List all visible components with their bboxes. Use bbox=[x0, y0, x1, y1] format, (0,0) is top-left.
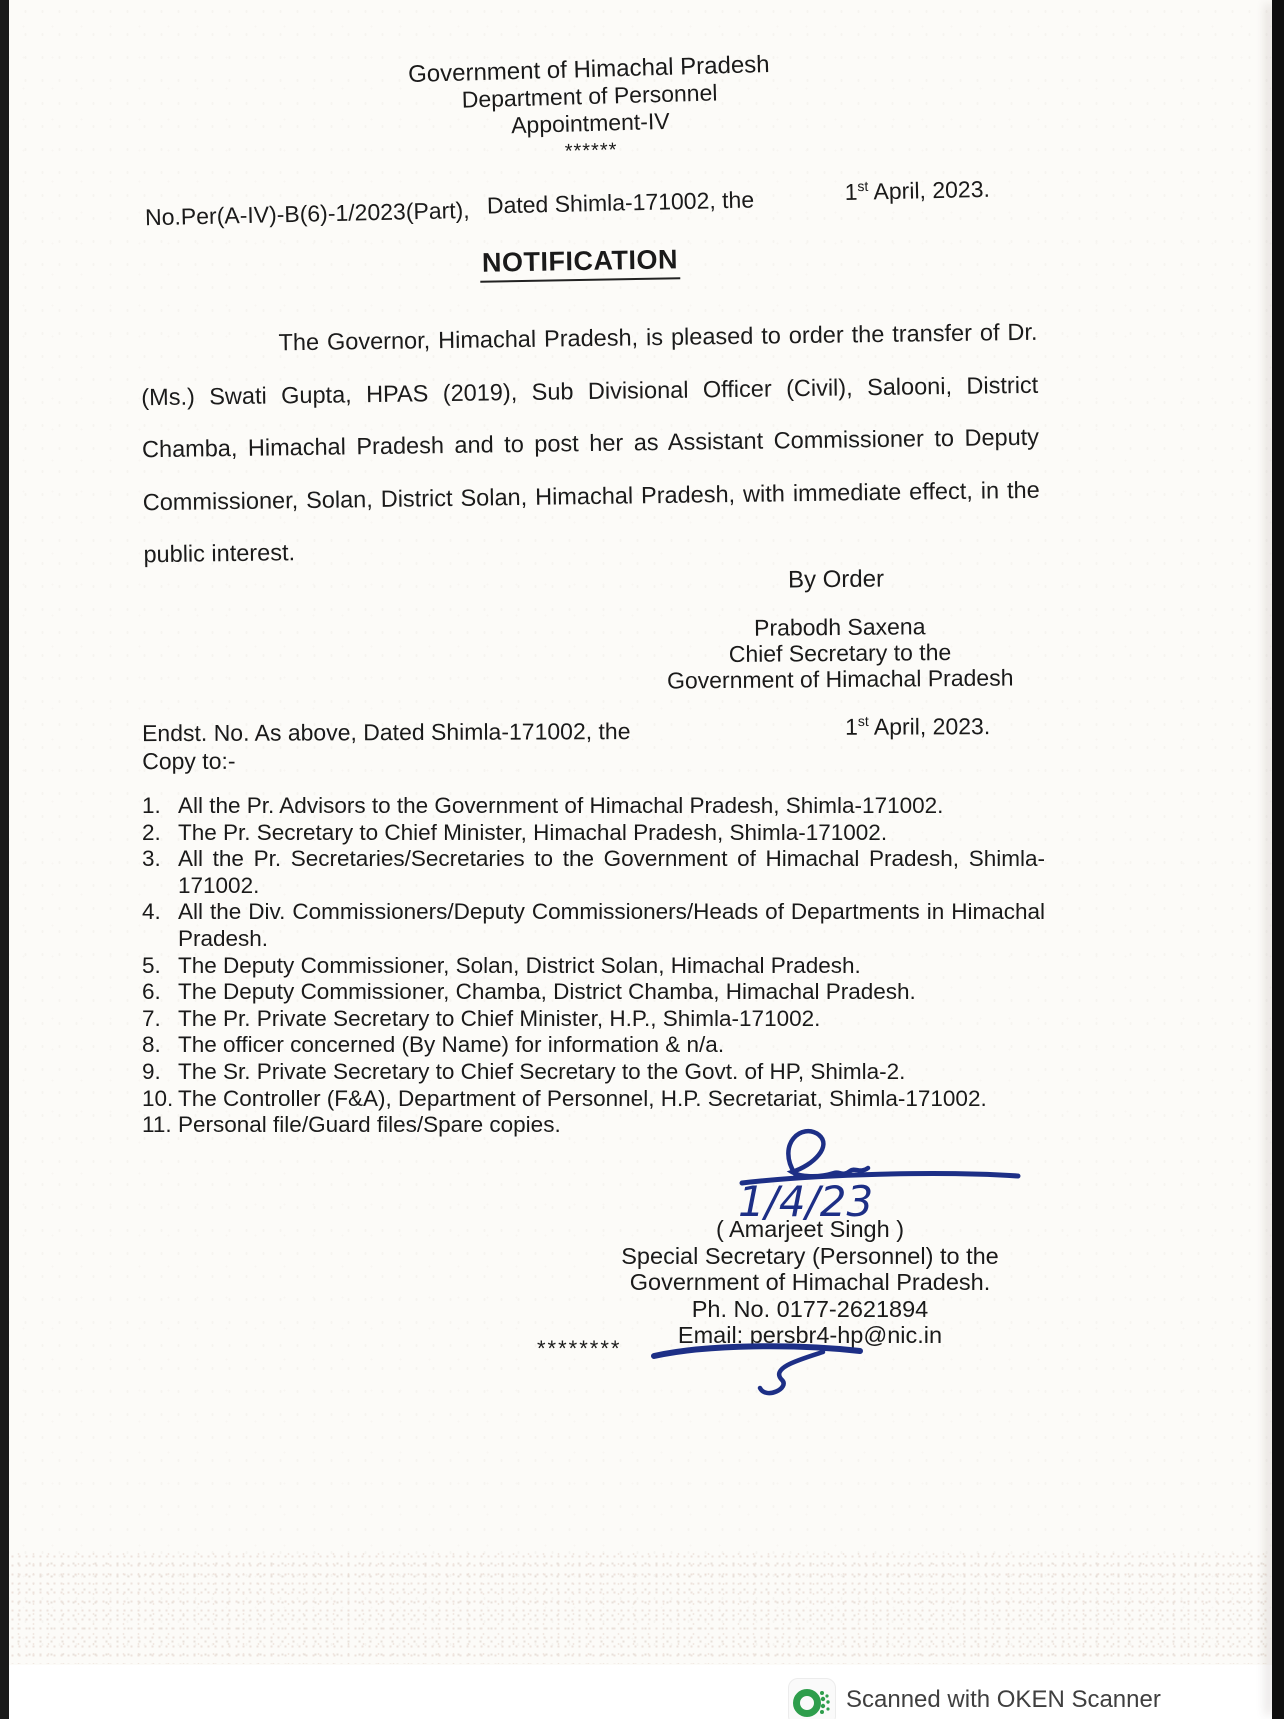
file-number: No.Per(A-IV)-B(6)-1/2023(Part), bbox=[144, 196, 470, 231]
dated-place: Dated Shimla-171002, the bbox=[486, 186, 755, 219]
signing-officer-name: ( Amarjeet Singh ) bbox=[715, 1216, 905, 1242]
list-item bbox=[142, 1086, 1045, 1113]
end-separator-stars: ******** bbox=[537, 1336, 622, 1361]
signatory-title-2: Government of Himachal Pradesh bbox=[666, 664, 1014, 694]
letterhead bbox=[329, 49, 852, 172]
notification-title: NOTIFICATION bbox=[480, 244, 681, 282]
issue-date-day: 1 bbox=[844, 178, 858, 206]
list-item bbox=[142, 820, 1045, 847]
signatory-name: Prabodh Saxena bbox=[753, 613, 926, 641]
signatory-title-1: Chief Secretary to the bbox=[728, 639, 952, 667]
list-item-number: 8. bbox=[142, 1032, 161, 1058]
endorsement-date-ordinal: st bbox=[857, 713, 869, 730]
list-item-text: The Deputy Commissioner, Chamba, District Chamba, Himachal Pradesh. bbox=[178, 979, 916, 1005]
letterhead-department: Department of Personnel bbox=[461, 79, 718, 113]
copy-to-label: Copy to:- bbox=[142, 747, 236, 775]
signing-officer-title-1: Special Secretary (Personnel) to the bbox=[621, 1242, 999, 1269]
endorsement-date bbox=[845, 712, 990, 740]
handwritten-date: 1/4/23 bbox=[738, 1177, 874, 1226]
list-item-text: The Controller (F&A), Department of Personnel, H.P. Secretariat, Shimla-171002. bbox=[178, 1085, 987, 1111]
list-item bbox=[142, 953, 1045, 980]
list-item-text: The Deputy Commissioner, Solan, District Solan, Himachal Pradesh. bbox=[178, 952, 861, 978]
list-item-text: All the Div. Commissioners/Deputy Commissioners/Heads of Departments in Himachal Pradesh. bbox=[178, 899, 1045, 951]
list-item-text: Personal file/Guard files/Spare copies. bbox=[178, 1112, 561, 1138]
pen-swoosh bbox=[648, 1338, 888, 1410]
list-item bbox=[142, 1059, 1045, 1086]
list-item-number: 4. bbox=[142, 899, 161, 925]
list-item bbox=[142, 793, 1045, 820]
list-item-text: The Pr. Private Secretary to Chief Minister, H.P., Shimla-171002. bbox=[178, 1005, 821, 1031]
list-item-text: The Pr. Secretary to Chief Minister, Himachal Pradesh, Shimla-171002. bbox=[178, 819, 888, 845]
scan-edge-right bbox=[1272, 0, 1284, 1719]
signing-officer-phone: Ph. No. 0177-2621894 bbox=[691, 1295, 929, 1322]
signing-officer-email: Email: persbr4-hp@nic.in bbox=[677, 1322, 943, 1349]
letterhead-section: Appointment-IV bbox=[510, 107, 670, 139]
letterhead-government: Government of Himachal Pradesh bbox=[407, 50, 770, 89]
by-order-label: By Order bbox=[787, 565, 885, 594]
list-item-number: 7. bbox=[142, 1005, 161, 1031]
endorsement-date-day: 1 bbox=[844, 713, 858, 740]
list-item-number: 9. bbox=[142, 1058, 161, 1084]
notification-title-wrap bbox=[430, 243, 731, 283]
scanner-footer-text: Scanned with OKEN Scanner bbox=[846, 1686, 1161, 1713]
notification-body: The Governor, Himachal Pradesh, is pleased to order the transfer of Dr. (Ms.) Swati Gupta, HPAS (2019), Sub Divisional Officer (Civil), Salooni, District Chamba, Himachal Pradesh and to post her as Assistant Commissioner to Deputy Commissioner, Solan, District Solan, Himachal Pradesh, with immediate effect, in the public interest. bbox=[141, 318, 1040, 568]
scan-edge-left bbox=[0, 0, 9, 1719]
list-item-text: All the Pr. Secretaries/Secretaries to the Government of Himachal Pradesh, Shimla-171002. bbox=[178, 846, 1045, 898]
oken-scanner-icon bbox=[788, 1678, 836, 1719]
endorsement-date-rest: April, 2023. bbox=[868, 713, 991, 740]
list-item bbox=[142, 1032, 1045, 1059]
copy-distribution-list bbox=[142, 793, 1045, 1139]
signing-officer-block bbox=[555, 1216, 1065, 1349]
issue-date-rest: April, 2023. bbox=[868, 175, 991, 205]
list-item-number: 5. bbox=[142, 952, 161, 978]
letterhead-separator-stars: ****** bbox=[564, 139, 618, 163]
list-item-number: 11. bbox=[142, 1112, 172, 1138]
list-item-number: 6. bbox=[142, 979, 161, 1005]
issue-date-ordinal: st bbox=[857, 177, 869, 195]
list-item-text: The officer concerned (By Name) for information & n/a. bbox=[178, 1032, 725, 1058]
list-item-number: 10. bbox=[142, 1085, 174, 1111]
list-item-text: All the Pr. Advisors to the Government of Himachal Pradesh, Shimla-171002. bbox=[178, 793, 944, 818]
signatory-block bbox=[630, 612, 1051, 694]
list-item-number: 3. bbox=[142, 846, 161, 872]
list-item bbox=[142, 1006, 1045, 1033]
list-item-number: 1. bbox=[142, 793, 161, 818]
list-item bbox=[142, 899, 1045, 952]
list-item bbox=[142, 979, 1045, 1006]
signing-officer-title-2: Government of Himachal Pradesh. bbox=[629, 1269, 991, 1296]
list-item bbox=[142, 846, 1045, 899]
signature-scribble bbox=[700, 1122, 1040, 1230]
issue-date bbox=[844, 175, 990, 206]
endorsement-line: Endst. No. As above, Dated Shimla-171002, the bbox=[142, 718, 631, 747]
list-item-text: The Sr. Private Secretary to Chief Secretary to the Govt. of HP, Shimla-2. bbox=[178, 1058, 906, 1084]
list-item-number: 2. bbox=[142, 819, 161, 845]
